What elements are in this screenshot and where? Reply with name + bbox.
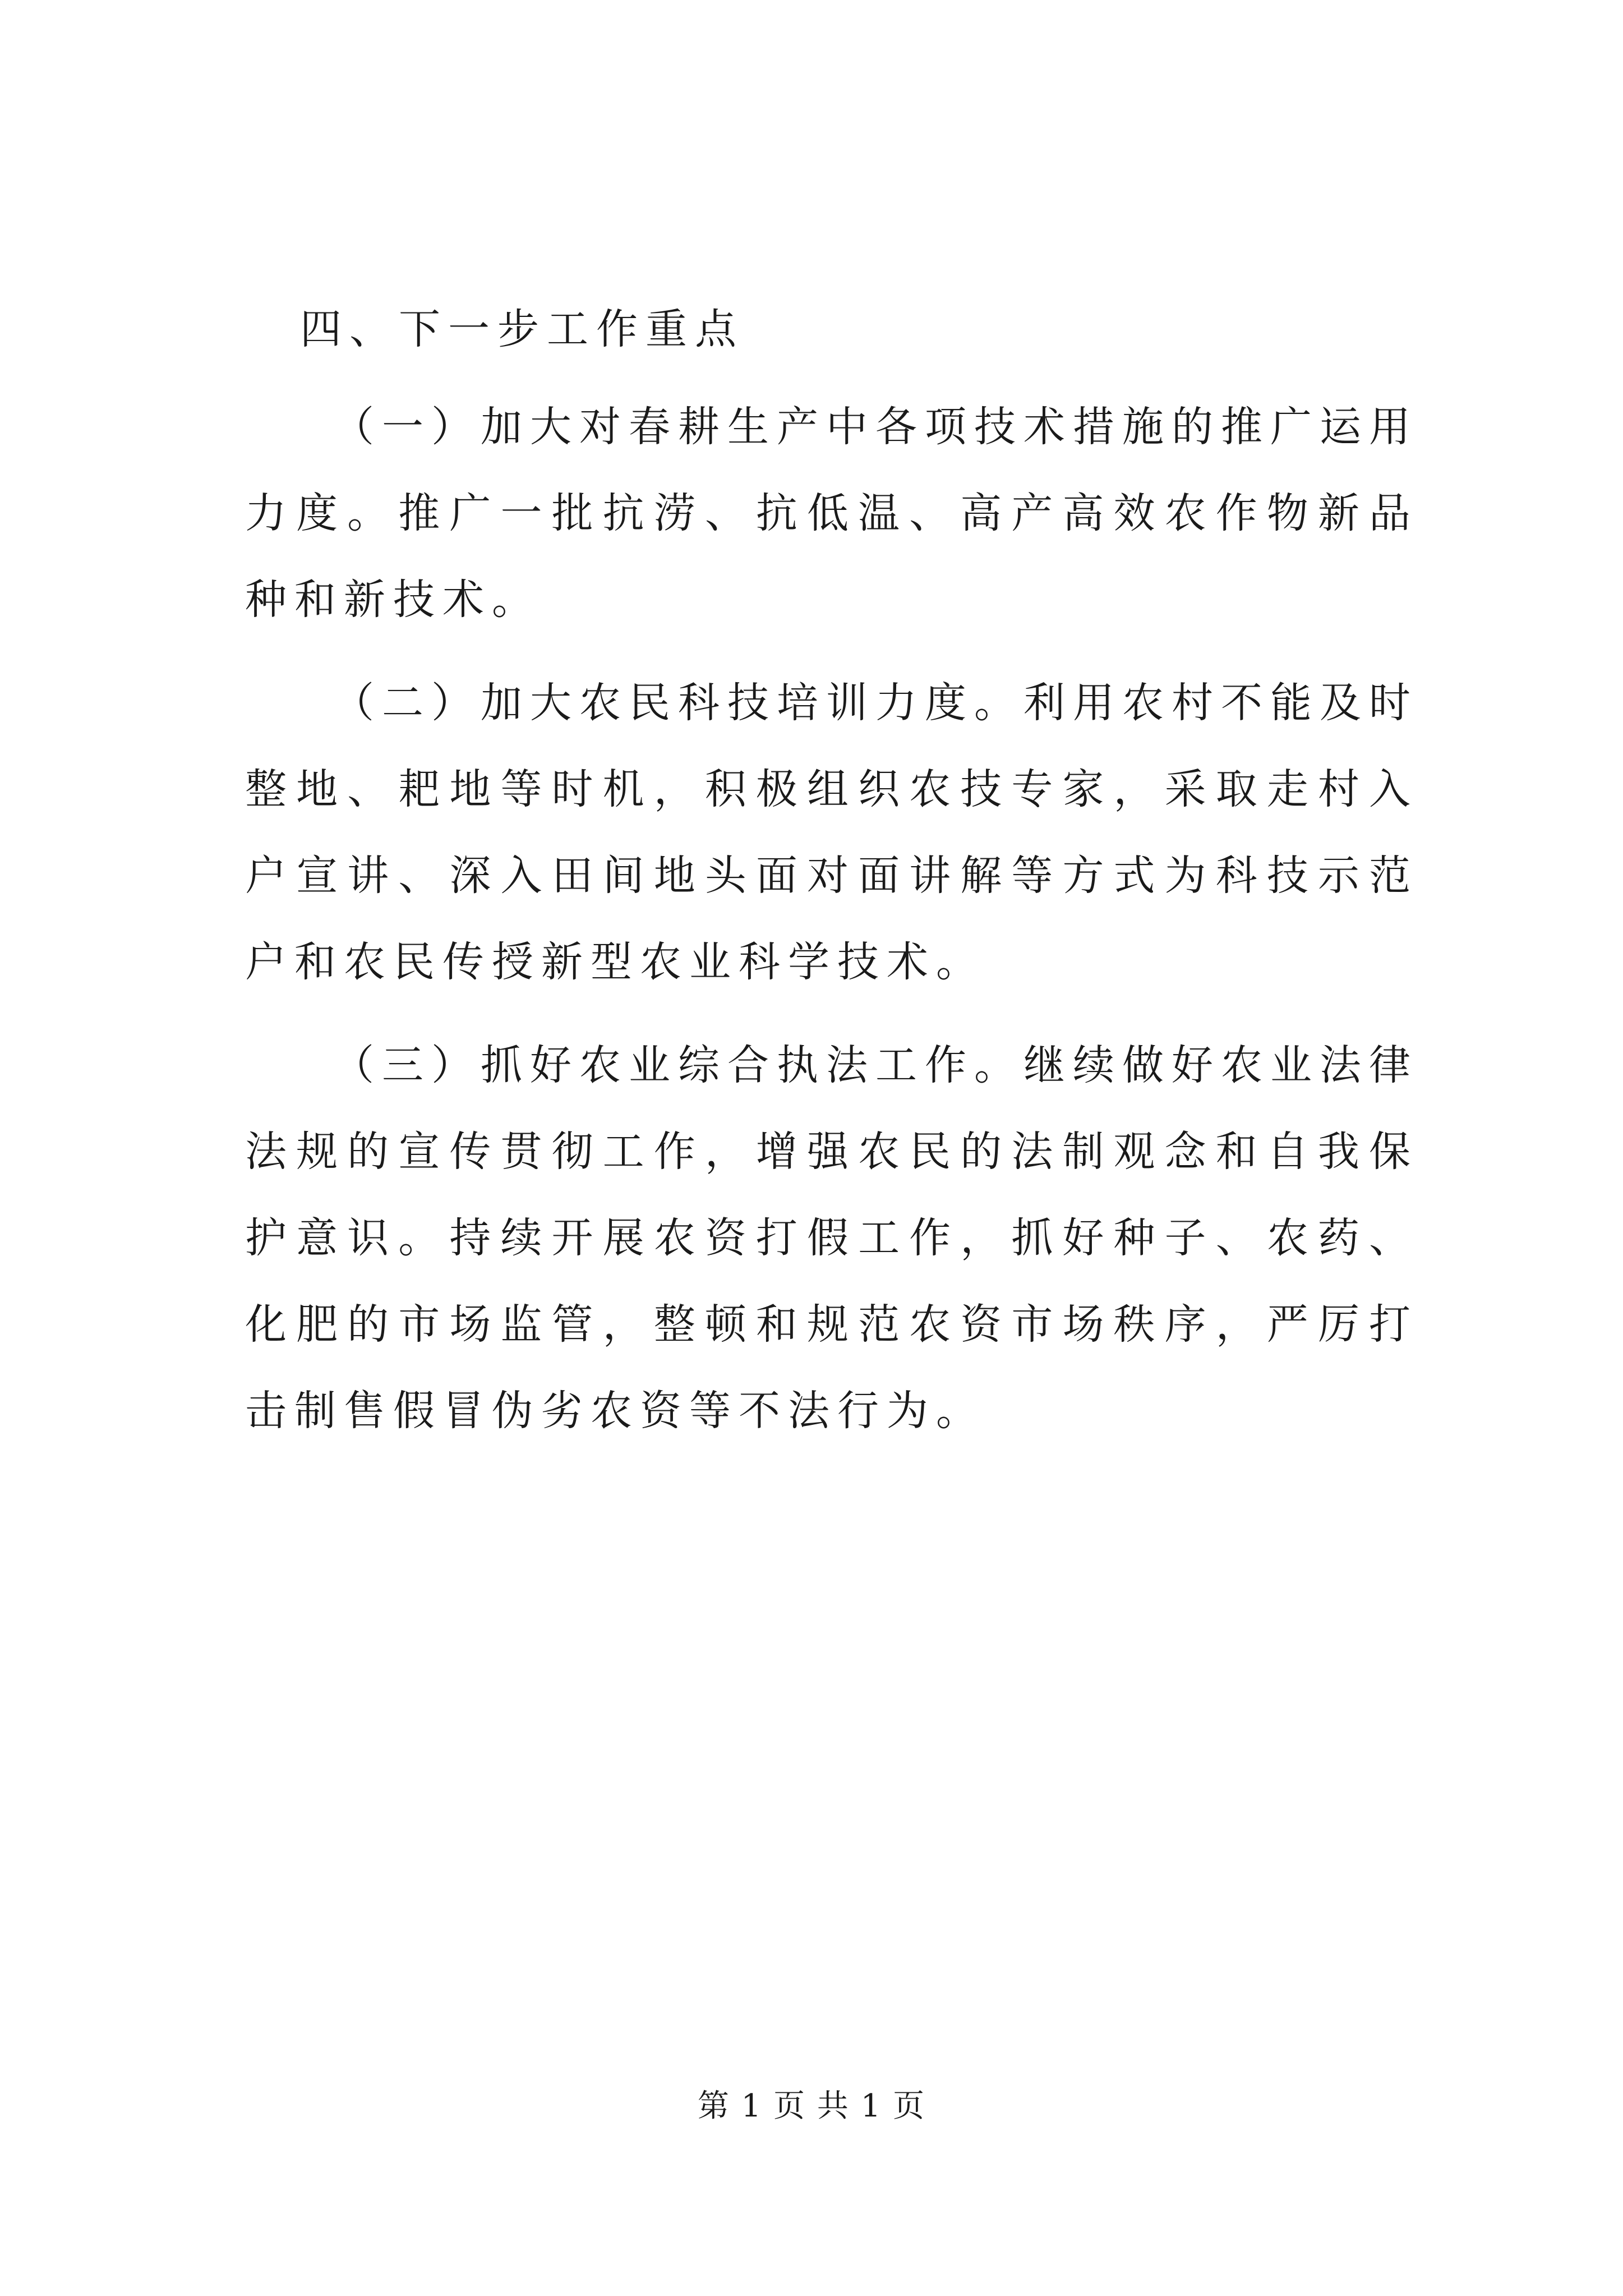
page-footer: 第 1 页 共 1 页: [697, 2088, 926, 2124]
paragraph-2: （二）加大农民科技培训力度。利用农村不能及时整地、耙地等时机，积极组织农技专家，采取走村入户宣讲、深入田间地头面对面讲解等方式为科技示范户和农民传授新型农业科学技术。: [245, 679, 1418, 986]
document-body: [245, 286, 1418, 1454]
paragraph-3: （三）抓好农业综合执法工作。继续做好农业法律法规的宣传贯彻工作，增强农民的法制观念和自我保护意识。持续开展农资打假工作，抓好种子、农药、化肥的市场监管，整顿和规范农资市场秩序，严厉打击制售假冒伪劣农资等不法行为。: [245, 1041, 1418, 1435]
paragraph-1: （一）加大对春耕生产中各项技术措施的推广运用力度。推广一批抗涝、抗低温、高产高效农作物新品种和新技术。: [245, 403, 1418, 624]
section-heading: 四、下一步工作重点: [300, 305, 744, 353]
